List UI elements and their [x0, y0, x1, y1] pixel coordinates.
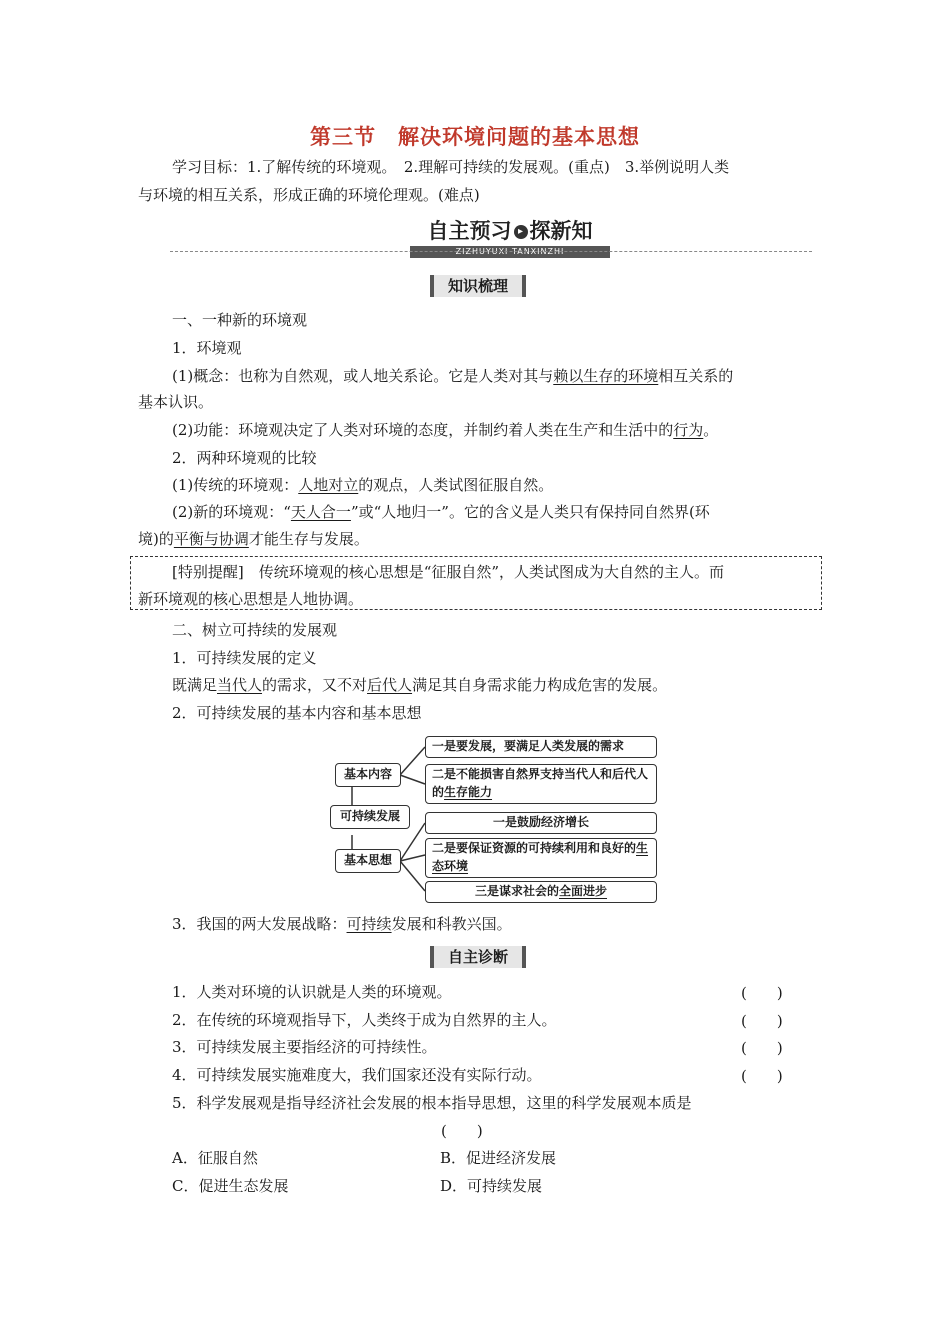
arrow-icon: ▸: [514, 225, 528, 239]
diagram-leaf3: 一是鼓励经济增长: [425, 812, 657, 834]
answer-blank-2[interactable]: ( ): [741, 1012, 783, 1030]
answer-underline: 平衡与协调: [173, 530, 249, 548]
tip-line2: 新环境观的核心思想是人地协调。: [138, 590, 364, 608]
text-span: (2)功能：环境观决定了人类对环境的态度，并制约着人类在生产和生活中的: [172, 421, 674, 439]
answer-blank-1[interactable]: ( ): [741, 984, 783, 1002]
part1-p3: [172, 475, 553, 495]
option-b[interactable]: B．促进经济发展: [440, 1149, 557, 1167]
text-span: (2)新的环境观：“: [172, 503, 291, 521]
text-span: 发展和科教兴国。: [391, 915, 512, 933]
answer-underline: 当代人: [217, 676, 263, 694]
answer-underline: 后代人: [367, 676, 413, 694]
part1-heading: 一、一种新的环境观: [172, 311, 308, 329]
text-span: (1)传统的环境观：: [172, 476, 299, 494]
text-span: 的观点，人类试图征服自然。: [358, 476, 554, 494]
part1-p1-line2: 基本认识。: [138, 393, 214, 411]
part1-p1: [172, 366, 733, 386]
diagram-root: 可持续发展: [330, 805, 410, 829]
answer-blank-4[interactable]: ( ): [741, 1067, 783, 1085]
answer-blank-3[interactable]: ( ): [741, 1039, 783, 1057]
part1-h2: 2．两种环境观的比较: [172, 449, 317, 467]
sustainable-development-diagram: [330, 733, 660, 905]
text-span: 。: [703, 421, 719, 439]
diagram-leaf1: 一是要发展，要满足人类发展的需求: [425, 736, 657, 758]
text-span: 二是不能损害自然界支持当代人和后代人的: [432, 767, 649, 799]
objectives-line2: 与环境的相互关系，形成正确的环境伦理观。(难点): [138, 186, 480, 204]
banner-title: [410, 218, 610, 244]
preview-banner: [410, 218, 610, 258]
part2-h1: 1．可持续发展的定义: [172, 649, 317, 667]
question-4: 4．可持续发展实施难度大，我们国家还没有实际行动。: [172, 1066, 542, 1084]
question-1: 1．人类对环境的认识就是人类的环境观。: [172, 983, 452, 1001]
text-span: (1)概念：也称为自然观，或人地关系论。它是人类对其与: [172, 367, 554, 385]
text-span: 既满足: [172, 676, 218, 694]
answer-underline: 天人合一: [290, 503, 351, 521]
section-label-diagnosis: 自主诊断: [430, 946, 526, 968]
banner-title-b: 探新知: [529, 219, 593, 243]
text-span: 满足其自身需求能力构成危害的发展。: [412, 676, 668, 694]
page-title: 第三节 解决环境问题的基本思想: [310, 125, 640, 149]
text-span: 3．我国的两大发展战略：: [172, 915, 347, 933]
diagram-leaf2: [425, 764, 657, 804]
option-c[interactable]: C．促进生态发展: [172, 1177, 289, 1195]
question-3: 3．可持续发展主要指经济的可持续性。: [172, 1038, 437, 1056]
diagram-leaf4: [425, 838, 657, 878]
banner-title-a: 自主预习: [427, 219, 512, 243]
connector-branch1: [400, 747, 425, 784]
question-2: 2．在传统的环境观指导下，人类终于成为自然界的主人。: [172, 1011, 557, 1029]
answer-underline: 赖以生存的环境: [553, 367, 659, 385]
text-span: 相互关系的: [658, 367, 734, 385]
answer-underline: 行为: [673, 421, 704, 439]
answer-underline: 全面进步: [559, 884, 608, 898]
connector-branch2: [400, 823, 425, 891]
answer-underline: 生存能力: [444, 785, 493, 799]
answer-underline: 人地对立: [298, 476, 359, 494]
text-span: ”或“人地归一”。它的含义是人类只有保持同自然界(环: [350, 503, 710, 521]
option-a[interactable]: A．征服自然: [172, 1149, 258, 1167]
answer-underline: 可持续: [346, 915, 392, 933]
diagram-leaf5: [425, 881, 657, 903]
text-span: 二是要保证资源的可持续利用和良好的: [432, 841, 637, 855]
part2-heading: 二、树立可持续的发展观: [172, 621, 338, 639]
part2-p1: [172, 675, 667, 695]
part1-h1: 1．环境观: [172, 339, 242, 357]
text-span: 三是谋求社会的: [474, 884, 559, 898]
part2-h3: [172, 914, 512, 934]
banner-divider: [170, 251, 812, 252]
text-span: 才能生存与发展。: [248, 530, 369, 548]
text-span: 境)的: [138, 530, 174, 548]
part1-p4: [172, 502, 710, 522]
tip-line1: [特别提醒] 传统环境观的核心思想是“征服自然”，人类试图成为大自然的主人。而: [172, 563, 725, 581]
answer-blank-5[interactable]: ( ): [441, 1122, 483, 1140]
part1-p2: [172, 420, 718, 440]
part1-p4-line2: [138, 529, 369, 549]
answer-underline: 生态环境: [432, 841, 649, 873]
diagram-branch1: 基本内容: [335, 763, 401, 787]
question-5: 5．科学发展观是指导经济社会发展的根本指导思想，这里的科学发展观本质是: [172, 1094, 692, 1112]
diagram-branch2: 基本思想: [335, 849, 401, 873]
part2-h2: 2．可持续发展的基本内容和基本思想: [172, 704, 422, 722]
banner-subtitle: ZIZHUYUXI TANXINZHI: [410, 246, 610, 258]
section-label-knowledge: 知识梳理: [430, 275, 526, 297]
option-d[interactable]: D．可持续发展: [440, 1177, 543, 1195]
text-span: 的需求，又不对: [262, 676, 368, 694]
objectives-line1: 学习目标：1.了解传统的环境观。 2.理解可持续的发展观。(重点) 3.举例说明人类: [172, 158, 730, 176]
